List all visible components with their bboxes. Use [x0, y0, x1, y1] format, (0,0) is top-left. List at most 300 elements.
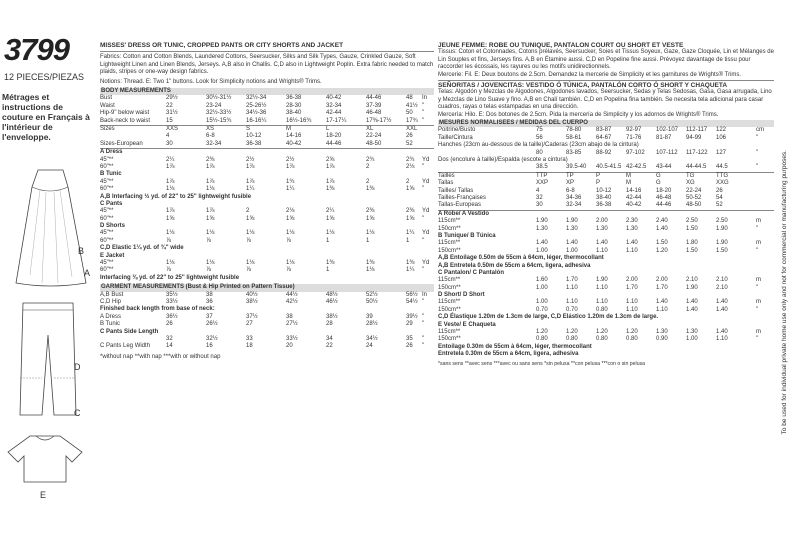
table-cell: 38-40 — [286, 110, 302, 117]
table-cell: 1⅛ — [166, 260, 175, 267]
table-cell: 1.50 — [686, 247, 698, 254]
table-row — [100, 208, 434, 215]
table-cell: " — [422, 102, 425, 109]
table-row — [100, 157, 434, 164]
table-cell: 32-34 — [206, 140, 222, 147]
table-cell: 0.80 — [566, 336, 578, 343]
table-cell: 1⅝ — [326, 215, 335, 222]
table-row — [100, 186, 434, 193]
table-row — [100, 179, 434, 186]
table-cell: 35 — [406, 335, 413, 342]
table-row — [438, 329, 774, 336]
table-row — [438, 211, 774, 218]
table-cell: C,D Élastique 1.20m de 1.3cm de large, C,D Elástico 1.20m de 1.3cm de large. — [438, 314, 659, 321]
table-cell: 44½ — [286, 291, 298, 298]
table-cell: 32 — [166, 335, 173, 342]
table-cell: 78-80 — [566, 127, 582, 134]
table-cell: 1.40 — [626, 240, 638, 247]
table-cell: C Pants Side Length — [100, 328, 159, 335]
table-cell: B Tunic — [100, 171, 122, 178]
table-cell: Entretela 0.30m de 55cm a 64cm, ligera, adhesiva — [438, 351, 579, 358]
table-cell: TTG — [716, 172, 728, 179]
table-cell: 39½ — [406, 313, 418, 320]
table-row — [100, 260, 434, 267]
table-cell: TTP — [536, 172, 548, 179]
table-cell: 16-16¼ — [246, 117, 267, 124]
table-cell: 32½ — [206, 335, 218, 342]
table-cell: 1.00 — [566, 247, 578, 254]
table-cell: 2.10 — [716, 284, 728, 291]
table-cell: M — [626, 172, 631, 179]
french-note: Métrages et instructions de couture en Français à l'intérieur de l'enveloppe. — [2, 92, 90, 142]
table-row — [100, 336, 434, 343]
table-cell: 1¼ — [286, 186, 295, 193]
table-cell: 115cm** — [438, 277, 461, 284]
mesures-header: MESURES NORMALISEES / MEDIDAS DEL CUERPO — [438, 120, 774, 127]
table-cell: 17-17¼ — [326, 117, 347, 124]
table-cell: 34-36 — [566, 194, 582, 201]
table-cell: A Dress — [100, 313, 122, 320]
table-cell: 1.10 — [596, 299, 608, 306]
table-cell: m — [756, 218, 761, 225]
table-cell: 30½-31½ — [206, 95, 232, 102]
table-cell: A,B Entretela 0.50m de 55cm a 64cm, ligera, adhesiva — [438, 262, 591, 269]
table-cell: C Pantalon/ C Pantalón — [438, 269, 505, 276]
table-cell: Tailles-Françaises — [438, 194, 487, 201]
table-cell: 1.50 — [686, 225, 698, 232]
table-cell: 32½-33½ — [206, 110, 232, 117]
table-cell: TP — [566, 172, 574, 179]
table-cell: 1.70 — [656, 284, 668, 291]
table-cell: Finished back length from base of neck: — [100, 306, 215, 313]
table-cell: D Shorts — [100, 223, 126, 230]
table-row — [100, 343, 434, 350]
table-cell: 44-46 — [326, 140, 342, 147]
table-row — [100, 275, 434, 282]
notions-en: Notions: Thread. E: Two 1" buttons. Look for Simplicity notions and Wrights® Trims. — [100, 78, 322, 85]
table-cell: Tallas-Europeas — [438, 202, 482, 209]
table-cell: m — [756, 329, 761, 336]
table-cell: " — [422, 335, 425, 342]
table-cell: 115cm** — [438, 299, 461, 306]
table-cell: 1⅞ — [206, 208, 215, 215]
table-cell: 45"** — [100, 260, 114, 267]
table-cell: 26 — [716, 187, 723, 194]
table-cell: " — [422, 110, 425, 117]
table-cell: 1⅞ — [166, 163, 175, 170]
table-row — [100, 194, 434, 201]
table-cell: 88-92 — [596, 149, 612, 156]
table-cell: " — [422, 215, 425, 222]
table-cell: 60"** — [100, 215, 114, 222]
table-cell: E Jacket — [100, 252, 125, 259]
table-cell: 2¾ — [406, 156, 415, 163]
body-measurements-table — [100, 95, 434, 125]
table-row — [100, 149, 434, 156]
table-cell: 1.10 — [626, 306, 638, 313]
table-row — [100, 95, 434, 102]
table-cell: m — [756, 299, 761, 306]
tailles-table — [438, 173, 774, 210]
table-cell: 14-16 — [626, 187, 642, 194]
fabrics-en: Fabrics: Cotton and Cotton Blends, Laundered Cottons, Seersucker, Silks and Silk Types, Gauze, Crinkled Gauze, Soft Lightweight Linen and Linen Blends, Jerseys. A,B also in Challis. C,D also in Lightweight Poplin. Extra fabric needed to match plaids, stripes or one-way design fabrics. — [100, 54, 434, 76]
table-cell: A Robe/ A Vestido — [438, 210, 490, 217]
table-row — [438, 135, 774, 142]
table-cell: 1.00 — [536, 284, 548, 291]
table-row — [100, 103, 434, 110]
table-cell: 15 — [166, 117, 173, 124]
table-cell: 2⅝ — [326, 156, 335, 163]
table-cell: " — [422, 313, 425, 320]
table-cell: G — [656, 180, 661, 187]
table-cell: 97-102 — [626, 149, 645, 156]
table-row — [100, 321, 434, 328]
table-cell: 2½ — [246, 156, 255, 163]
table-row — [100, 329, 434, 336]
table-cell: 28-30 — [286, 102, 302, 109]
table-cell: 44.5 — [716, 164, 728, 171]
table-cell: 150cm** — [438, 225, 461, 232]
table-cell: 46½ — [326, 299, 338, 305]
table-cell: 2.30 — [626, 218, 638, 225]
table-cell: 43-44 — [656, 164, 672, 171]
table-cell: " — [756, 164, 759, 171]
view-label-d: D — [74, 362, 81, 372]
table-cell: 1⅜ — [326, 186, 335, 193]
table-cell: 71-76 — [626, 134, 642, 141]
table-cell: " — [422, 321, 425, 328]
table-cell: 1⅝ — [286, 215, 295, 222]
table-cell: 1⅛ — [166, 230, 175, 237]
table-cell: 10-12 — [246, 133, 262, 140]
table-row — [438, 188, 774, 195]
table-cell: 64-67 — [596, 134, 612, 141]
table-cell: 36-38 — [246, 140, 262, 147]
table-row — [100, 126, 434, 133]
table-cell: 1.30 — [536, 225, 548, 232]
table-cell: 40-42 — [326, 95, 342, 102]
table-cell: 2⅛ — [286, 208, 295, 215]
table-cell: 28½ — [366, 321, 378, 328]
table-cell: 38-40 — [596, 194, 612, 201]
table-cell: " — [756, 149, 759, 156]
table-row — [100, 253, 434, 260]
table-cell: ⅞ — [166, 267, 172, 274]
table-cell: XXS — [166, 126, 179, 132]
table-cell: 1⅛ — [206, 186, 215, 193]
table-cell: 33½ — [286, 335, 298, 342]
table-cell: 1 — [406, 237, 410, 244]
table-cell: Tailles — [438, 172, 455, 179]
table-cell: 2.00 — [656, 277, 668, 284]
table-cell: Yd — [422, 260, 430, 267]
table-cell: 2.10 — [716, 277, 728, 284]
table-row — [100, 299, 434, 306]
table-cell: 46-48 — [366, 110, 382, 117]
table-cell: 40½ — [246, 291, 258, 298]
table-cell: 56 — [536, 134, 543, 141]
table-cell: ⅞ — [166, 237, 172, 244]
table-cell: 39.5-40 — [566, 164, 587, 171]
table-cell: E Veste/ E Chaqueta — [438, 321, 496, 328]
table-cell: 1⅞ — [326, 178, 335, 185]
table-cell: Bust — [100, 95, 113, 102]
table-row — [100, 171, 434, 178]
table-row — [100, 141, 434, 148]
table-cell: C,D Elastic 1¼ yd. of ¾" wide — [100, 245, 184, 252]
table-cell: 44-46 — [656, 202, 672, 209]
table-cell: 34 — [326, 335, 333, 342]
table-cell: 44-46 — [366, 95, 382, 102]
table-cell: 1.30 — [566, 225, 578, 232]
table-cell: 1.10 — [626, 299, 638, 306]
table-cell: 1.40 — [686, 299, 698, 306]
table-cell: 28 — [326, 321, 333, 328]
table-cell: 36 — [206, 299, 213, 305]
table-cell: 1.40 — [596, 240, 608, 247]
table-cell: 94-99 — [686, 134, 702, 141]
table-row — [438, 142, 774, 149]
table-cell: 0.80 — [626, 336, 638, 343]
table-cell: 45"** — [100, 230, 114, 237]
table-row — [438, 344, 774, 351]
table-cell: 42½ — [286, 299, 298, 305]
table-row — [100, 201, 434, 208]
table-cell: 1⅝ — [206, 215, 215, 222]
mesures-table — [438, 127, 774, 171]
table-cell: 115cm** — [438, 240, 461, 247]
table-row — [100, 230, 434, 237]
table-cell: 10-12 — [596, 187, 612, 194]
table-cell: XS — [206, 126, 215, 132]
table-cell: P — [596, 180, 601, 187]
table-cell: 60"** — [100, 267, 114, 274]
table-cell: 22 — [326, 343, 333, 350]
table-cell: 45"** — [100, 156, 114, 163]
french-spanish-column — [438, 42, 774, 368]
table-cell: ⅞ — [246, 237, 252, 244]
table-cell: 1.40 — [656, 225, 668, 232]
table-cell: 16 — [206, 343, 213, 350]
table-cell: 1¾ — [286, 178, 295, 185]
table-cell: " — [422, 343, 425, 350]
table-cell: A,B Entoilage 0.50m de 55cm à 64cm, léger, thermocollant — [438, 255, 604, 262]
table-cell: " — [422, 299, 425, 305]
table-cell: 1¼ — [246, 186, 255, 193]
table-cell: 26½ — [206, 321, 218, 328]
table-row — [100, 223, 434, 230]
table-cell: 48-50 — [366, 140, 382, 147]
table-cell: Yd — [422, 208, 430, 215]
table-cell: 6-8 — [566, 187, 575, 194]
table-cell: 1.00 — [536, 247, 548, 254]
table-row — [438, 173, 774, 180]
table-cell: Entoilage 0.30m de 55cm à 64cm, léger, thermocollant — [438, 343, 592, 350]
table-cell: 36½ — [166, 313, 178, 320]
table-cell: 42-44 — [326, 110, 342, 117]
view-label-b: B — [78, 246, 85, 256]
table-cell: 1⅛ — [206, 260, 215, 267]
table-cell: 4 — [536, 187, 540, 194]
table-cell: 102-107 — [656, 127, 679, 134]
title-fr: JEUNE FEMME: ROBE OU TUNIQUE, PANTALON COURT OU SHORT ET VESTE — [438, 42, 684, 49]
table-cell: 25-26½ — [246, 102, 267, 109]
table-cell: 31½ — [166, 110, 178, 117]
title-es: SEÑORITAS / JOVENCITAS: VESTIDO Ó TÚNICA, PANTALÓN CORTO Ó SHORT Y CHAQUETA — [438, 82, 728, 90]
table-row — [438, 336, 774, 343]
table-cell: 26 — [166, 321, 173, 328]
table-cell: 1 — [366, 237, 370, 244]
table-row — [100, 292, 434, 299]
table-cell: 0.80 — [596, 336, 608, 343]
table-cell: 1⅜ — [326, 260, 335, 267]
table-cell: 1⅞ — [206, 178, 215, 185]
table-cell: 34½ — [366, 335, 378, 342]
table-cell: A Dress — [100, 149, 123, 156]
table-cell: 1⅛ — [286, 230, 295, 237]
table-cell: TG — [686, 172, 695, 179]
table-cell: 80 — [536, 149, 543, 156]
table-cell: 54 — [716, 194, 723, 201]
table-cell: 14 — [166, 343, 173, 350]
table-cell: M — [286, 126, 291, 132]
table-cell: B Tunic — [100, 321, 121, 328]
table-cell: 50 — [406, 110, 413, 117]
table-cell: 92-97 — [626, 127, 642, 134]
table-cell: 1¼ — [406, 267, 415, 274]
tissus-fr: Tissus: Coton et Cotonnades, Cotons prélavés, Seersucker, Soies et Tissus Soyeux, Gaze, Gaze Cloquée, Lin et Mélanges de Lin Souples et fins, Jerseys fins. A,B en Étamine aussi. C,D en Popeline fine aussi. Prévoyez davantage de tissu pour raccorder les écossais, les rayures ou les motifs unidirectionnels. — [438, 49, 774, 71]
table-row — [438, 277, 774, 284]
table-row — [100, 118, 434, 125]
table-cell: 1.10 — [566, 299, 578, 306]
table-cell: 150cm** — [438, 306, 461, 313]
table-cell: 1.90 — [716, 240, 728, 247]
table-cell: XXG — [716, 180, 729, 187]
footnote-fr: *sans sens **avec sens ***avec ou sans sens *sin pelusa **con pelusa ***con o sin pelusa — [438, 360, 646, 367]
table-cell: 14-16 — [286, 133, 302, 140]
table-cell: 42-44 — [626, 194, 642, 201]
table-row — [100, 245, 434, 252]
table-cell: 32 — [536, 194, 543, 201]
table-cell: 127 — [716, 149, 727, 156]
table-cell: 36-38 — [596, 202, 612, 209]
table-cell: P — [596, 172, 601, 179]
table-row — [438, 263, 774, 270]
table-cell: Sizes-European — [100, 140, 143, 147]
merceria-es: Mercería: Hilo. E: Dos botones de 2.5cm. Pida la mercería de Simplicity y los adornos de Wrights® Trims. — [438, 111, 719, 118]
table-cell: 1.20 — [566, 329, 578, 336]
table-cell: A,B Interfacing ½ yd. of 22" to 25" lightweight fusible — [100, 193, 252, 200]
table-cell: 1.40 — [716, 306, 728, 313]
table-cell: 2.00 — [596, 218, 608, 225]
table-row — [438, 157, 774, 164]
table-cell: " — [756, 225, 759, 232]
table-cell: 1.10 — [716, 336, 728, 343]
table-cell: 1.20 — [596, 329, 608, 336]
table-cell: XXL — [406, 126, 418, 132]
table-cell: 1⅜ — [366, 186, 375, 193]
table-cell: 1⅞ — [246, 163, 255, 170]
table-cell: " — [422, 186, 425, 193]
table-cell: M — [626, 180, 631, 187]
table-cell: Tallas — [438, 180, 454, 187]
table-cell: 115cm** — [438, 218, 461, 225]
table-cell: 75 — [536, 127, 543, 134]
table-cell: 1⅝ — [246, 215, 255, 222]
table-cell: 36-38 — [286, 95, 302, 102]
pieces-count: 12 PIECES/PIEZAS — [4, 72, 85, 82]
table-cell: " — [756, 306, 759, 313]
table-cell: 0.80 — [536, 336, 548, 343]
table-cell: Hanches (23cm au-dessous de la taille)/Caderas (23cm abajo de la cintura) — [438, 142, 639, 149]
table-cell: 1⅝ — [366, 215, 375, 222]
table-cell: ⅞ — [246, 267, 252, 274]
table-cell: 18-20 — [326, 133, 342, 140]
table-cell: 20 — [286, 343, 293, 350]
table-row — [438, 270, 774, 277]
table-cell: 52½ — [366, 291, 378, 298]
table-cell: " — [422, 117, 425, 124]
table-cell: ⅞ — [286, 267, 292, 274]
table-cell: 2⅛ — [406, 163, 415, 170]
table-row — [100, 267, 434, 274]
table-cell: 1.10 — [566, 284, 578, 291]
table-cell: " — [756, 284, 759, 291]
table-cell: " — [422, 163, 425, 170]
dress-illustration — [8, 165, 93, 290]
table-row — [438, 195, 774, 202]
table-cell: 58-61 — [566, 134, 582, 141]
table-cell: 1⅜ — [366, 260, 375, 267]
table-row — [438, 127, 774, 134]
table-cell: Waist — [100, 102, 115, 109]
table-cell: 34½-36 — [246, 110, 267, 117]
table-cell: Yd — [422, 178, 430, 185]
table-cell: 1⅞ — [286, 163, 295, 170]
table-cell: 1.20 — [626, 329, 638, 336]
table-cell: 1.40 — [656, 299, 668, 306]
table-cell: Hip-9" below waist — [100, 110, 150, 117]
table-cell: 122 — [716, 127, 727, 134]
table-cell: 0.80 — [596, 306, 608, 313]
table-cell: Back-neck to waist — [100, 117, 151, 124]
table-cell: ⅞ — [286, 237, 292, 244]
table-cell: 38.5 — [536, 164, 548, 171]
table-cell: m — [756, 240, 761, 247]
table-cell: 22 — [166, 102, 173, 109]
table-cell: 2.50 — [686, 218, 698, 225]
table-cell: 2¼ — [166, 156, 175, 163]
table-cell: 38½ — [246, 299, 258, 305]
table-cell: 1 — [326, 267, 330, 274]
telas-es: Telas: Algodón y Mezclas de Algodones, Algodones lavados, Seersucker, Sedas y Telas Sedosas, Gasa, Gasa arrugada, Lino y Mezclas de Lino Suave y fino. A,B en Chalí también. C,D en Popelina fina también. Se necesita tela adicional para casar cuadros, rayas o telas estampadas en una dirección. — [438, 89, 772, 111]
pants-illustration — [18, 300, 78, 420]
table-cell: 17⅜-17½ — [366, 117, 392, 124]
table-row — [100, 216, 434, 223]
table-cell: 15½-15¾ — [206, 117, 232, 124]
footnote-en: *without nap **with nap ***with or without nap — [100, 353, 221, 360]
table-cell: 1⅞ — [166, 208, 175, 215]
table-cell: 1⅛ — [166, 186, 175, 193]
table-cell: 1.90 — [716, 225, 728, 232]
table-cell: 2.00 — [626, 277, 638, 284]
table-cell: 32-34 — [326, 102, 342, 109]
table-cell: 115cm** — [438, 329, 461, 336]
table-cell: 35½ — [166, 291, 178, 298]
table-row — [100, 314, 434, 321]
table-cell: 0.70 — [536, 306, 548, 313]
table-cell: 2¼ — [326, 208, 335, 215]
